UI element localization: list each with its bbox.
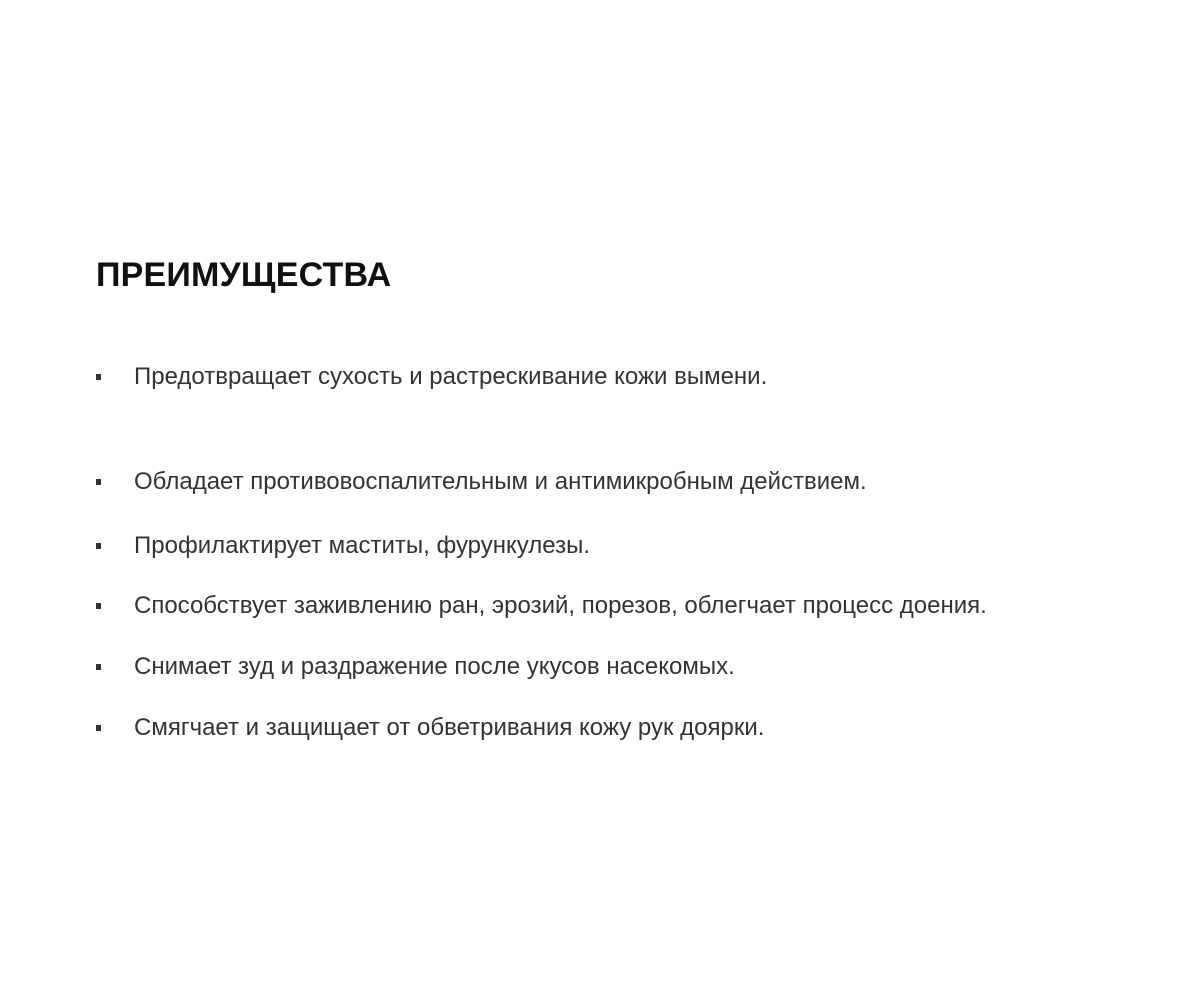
list-item	[96, 649, 735, 685]
list-item	[96, 359, 767, 395]
list-item	[96, 710, 764, 746]
list-item-text: Профилактирует маститы, фурункулезы.	[134, 532, 590, 559]
bullet-icon	[96, 543, 101, 549]
benefits-section	[96, 252, 1186, 741]
bullet-icon	[96, 664, 101, 670]
list-item	[96, 464, 867, 500]
list-item-text: Обладает противовоспалительным и антимикробным действием.	[134, 468, 867, 495]
bullet-icon	[96, 603, 101, 609]
list-item	[96, 528, 590, 564]
bullet-icon	[96, 374, 101, 380]
bullet-icon	[96, 479, 101, 485]
bullet-icon	[96, 725, 101, 731]
list-item-text: Предотвращает сухость и растрескивание кожи вымени.	[134, 363, 768, 390]
list-item-text: Снимает зуд и раздражение после укусов насекомых.	[134, 653, 735, 680]
section-title: ПРЕИМУЩЕСТВА	[96, 256, 392, 294]
list-item-text: Смягчает и защищает от обветривания кожу рук доярки.	[134, 714, 765, 741]
list-item-text: Способствует заживлению ран, эрозий, порезов, облегчает процесс доения.	[134, 592, 987, 619]
list-item	[96, 588, 987, 624]
